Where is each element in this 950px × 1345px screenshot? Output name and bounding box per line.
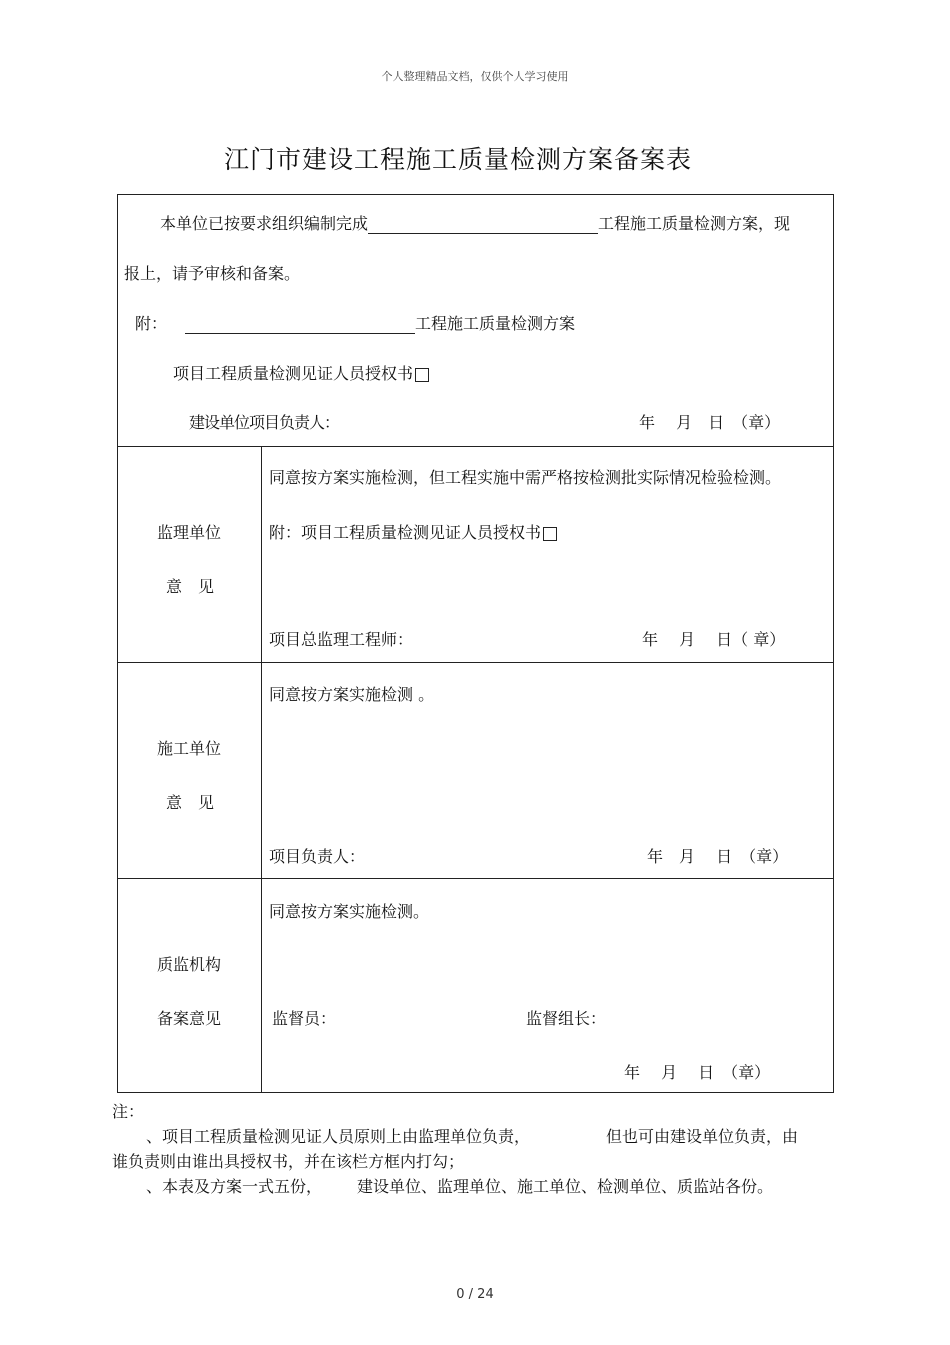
supervision-authorization-checkbox[interactable]: [543, 527, 557, 541]
section1-authorization: [173, 361, 429, 384]
quality-agency-label-line1: 质监机构: [157, 955, 222, 974]
section1-attachment: [135, 311, 575, 334]
attach-label: 附：: [135, 314, 168, 333]
note2-part2: 建设单位、监理单位、施工单位、检测单位、质监站各份。: [357, 1177, 774, 1196]
quality-agency-label-line2: 备案意见: [157, 1009, 222, 1028]
row-divider-3: [117, 878, 834, 879]
page-number: 0 / 24: [456, 1287, 494, 1302]
contractor-label-line1: 施工单位: [157, 739, 222, 758]
column-divider: [261, 447, 262, 1093]
note1-part2: 但也可由建设单位负责，由: [606, 1127, 799, 1146]
contractor-opinion: 同意按方案实施检测 。: [269, 685, 435, 704]
supervision-label-line1: 监理单位: [157, 523, 222, 542]
attachment-name-blank[interactable]: [185, 315, 415, 334]
attach-suffix: 工程施工质量检测方案: [415, 314, 576, 333]
section2-date-seal: 年 月 日（ 章）: [642, 630, 786, 649]
contractor-label-line2: 意 见: [166, 793, 215, 812]
row-divider-1: [117, 446, 834, 447]
section1-line1-suffix: 工程施工质量检测方案，现: [598, 214, 791, 233]
row-divider-2: [117, 662, 834, 663]
quality-agency-opinion: 同意按方案实施检测。: [269, 902, 430, 921]
section1-line2: 报上，请予审核和备案。: [124, 264, 301, 283]
supervision-label-line2: 意 见: [166, 577, 215, 596]
header-note: 个人整理精品文档，仅供个人学习使用: [381, 70, 569, 83]
document-title: 江门市建设工程施工质量检测方案备案表: [223, 145, 692, 174]
team-leader-signer: 监督组长：: [526, 1009, 607, 1028]
section1-line1-prefix: 本单位已按要求组织编制完成: [160, 214, 369, 233]
section3-date-seal: 年 月 日 （章）: [647, 847, 789, 866]
section1-line1: [160, 211, 790, 234]
authorization-label: 项目工程质量检测见证人员授权书: [173, 364, 414, 383]
section1-date-seal: 年 月 日 （章）: [639, 413, 781, 432]
authorization-checkbox[interactable]: [415, 368, 429, 382]
note1-line2: 谁负责则由谁出具授权书，并在该栏方框内打勾；: [112, 1152, 465, 1171]
supervisor-signer: 监督员：: [272, 1009, 337, 1028]
construction-unit-signer: 建设单位项目负责人：: [189, 413, 340, 432]
supervision-attachment: [269, 520, 557, 543]
supervision-opinion: 同意按方案实施检测，但工程实施中需严格按检测批实际情况检验检测。: [269, 468, 782, 487]
section4-date-seal: 年 月 日 （章）: [624, 1063, 771, 1082]
notes-heading: 注：: [112, 1102, 145, 1121]
contractor-signer: 项目负责人：: [269, 847, 366, 866]
note1-part1: 、项目工程质量检测见证人员原则上由监理单位负责，: [146, 1127, 531, 1146]
supervision-attach-label: 附：项目工程质量检测见证人员授权书: [269, 523, 542, 542]
note2-part1: 、本表及方案一式五份，: [146, 1177, 323, 1196]
chief-supervisor-signer: 项目总监理工程师：: [269, 630, 414, 649]
project-name-blank[interactable]: [368, 215, 598, 234]
